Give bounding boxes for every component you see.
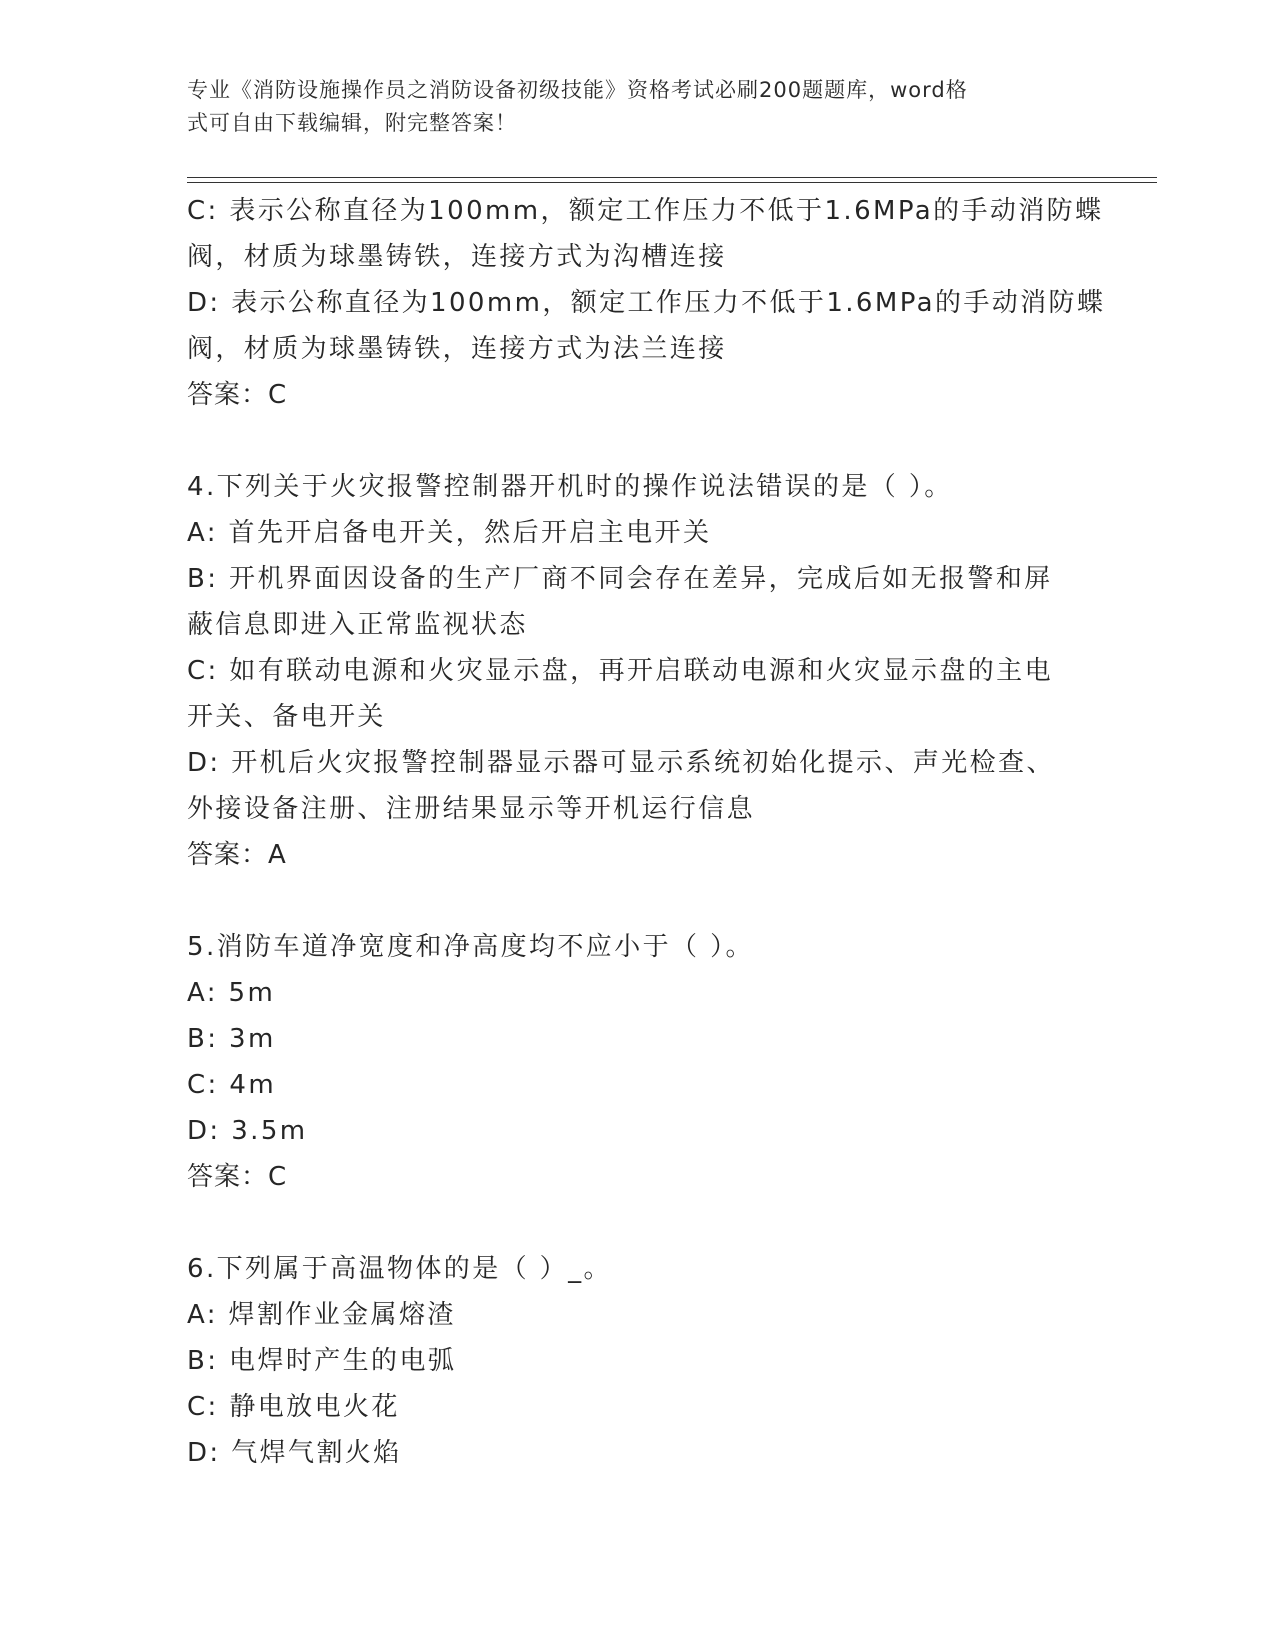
q4-option-b-line-2: 蔽信息即进入正常监视状态: [187, 610, 528, 640]
q3-option-c-line-2: 阀，材质为球墨铸铁，连接方式为沟槽连接: [187, 242, 727, 272]
header-divider-top: [187, 177, 1157, 178]
spacer: [187, 878, 1087, 924]
q4-option-d-line-1: D: 开机后火灾报警控制器显示器可显示系统初始化提示、声光检查、: [187, 748, 1055, 778]
q6-question: 6.下列属于高温物体的是（ ）_。: [187, 1254, 612, 1284]
document-header: [187, 74, 1087, 140]
header-divider-bottom: [187, 182, 1157, 183]
q3-option-d-line-1: D: 表示公称直径为100mm，额定工作压力不低于1.6MPa的手动消防蝶: [187, 288, 1106, 318]
q4-option-c-line-2: 开关、备电开关: [187, 702, 386, 732]
spacer: [187, 418, 1087, 464]
q4-option-d-line-2: 外接设备注册、注册结果显示等开机运行信息: [187, 794, 756, 824]
q5-option-c: C: 4m: [187, 1070, 277, 1100]
q4-option-a: A: 首先开启备电开关，然后开启主电开关: [187, 518, 712, 548]
header-title-line-1: 专业《消防设施操作员之消防设备初级技能》资格考试必刷200题题库，word格: [187, 78, 968, 102]
q4-answer: 答案：A: [187, 840, 287, 870]
q6-option-b: B: 电焊时产生的电弧: [187, 1346, 457, 1376]
q5-option-a: A: 5m: [187, 978, 276, 1008]
question-content: [187, 188, 1106, 1476]
q5-option-b: B: 3m: [187, 1024, 276, 1054]
question-5-block: [187, 924, 1087, 1200]
q4-option-c-line-1: C: 如有联动电源和火灾显示盘，再开启联动电源和火灾显示盘的主电: [187, 656, 1053, 686]
q5-answer: 答案：C: [187, 1162, 288, 1192]
spacer: [187, 1200, 1087, 1246]
q4-question: 4.下列关于火灾报警控制器开机时的操作说法错误的是（ ）。: [187, 472, 953, 502]
header-title-line-2: 式可自由下载编辑，附完整答案！: [187, 111, 517, 135]
q3-answer: 答案：C: [187, 380, 288, 410]
q6-option-c: C: 静电放电火花: [187, 1392, 400, 1422]
question-3-block: [187, 188, 1106, 418]
q3-option-c-line-1: C: 表示公称直径为100mm，额定工作压力不低于1.6MPa的手动消防蝶: [187, 196, 1104, 226]
question-6-block: [187, 1246, 1087, 1476]
question-4-block: [187, 464, 1087, 878]
q5-question: 5.消防车道净宽度和净高度均不应小于（ ）。: [187, 932, 754, 962]
q3-option-d-line-2: 阀，材质为球墨铸铁，连接方式为法兰连接: [187, 334, 727, 364]
q6-option-a: A: 焊割作业金属熔渣: [187, 1300, 456, 1330]
q5-option-d: D: 3.5m: [187, 1116, 308, 1146]
q4-option-b-line-1: B: 开机界面因设备的生产厂商不同会存在差异，完成后如无报警和屏: [187, 564, 1053, 594]
q6-option-d: D: 气焊气割火焰: [187, 1438, 402, 1468]
